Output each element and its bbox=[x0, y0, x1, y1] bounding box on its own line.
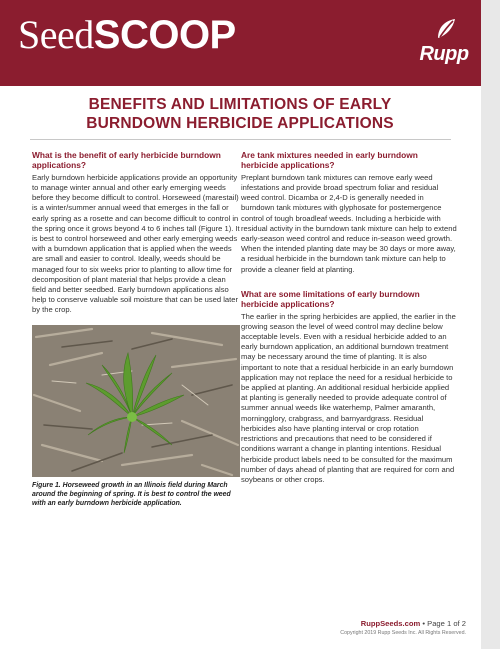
brand-seed: Seed bbox=[18, 12, 94, 57]
right-column bbox=[241, 150, 457, 494]
horseweed-photo bbox=[32, 325, 240, 477]
section-heading: What is the benefit of early herbicide burndown applications? bbox=[32, 150, 221, 171]
section-heading: What are some limitations of early burndown herbicide applications? bbox=[241, 288, 420, 310]
section-body: Preplant burndown tank mixtures can remove early weed infestations and provide broad spectrum foliar and residual weed control. Dicamba or 2,4-D is generally needed in burndown tank mixtures with glyphosate for postemergence control of tough broadleaf weeds. Including a herbicide with residual activity in the burndown tank mixture can help to extend early-season weed control and reduce in-season weed growth. When the intended planting date may be 30 days or more away, a residual herbicide in the burndown tank mixture can help to provide a cleaner field at planting. bbox=[241, 172, 457, 274]
section-body: Early burndown herbicide applications provide an opportunity to manage winter annual and other early emerging weeds before they become difficult to control. Horseweed (marestail) is a winter/summer annual weed that emerges in the fall or early spring as a rosette and can become difficult to control in the spring once it grows beyond 4 to 6 inches tall (Figure 1). It is best to control horseweed and other early emerging weeds with a burndown application that is applied when the weeds are small and easier to control. Ideally, weeds should be managed four to six weeks prior to planting to allow time for decomposition of plant material that helps provide a clean field and better seedbed. Early burndown applications also help to conserve valuable soil moisture that can be used later by the crop. bbox=[32, 172, 240, 315]
section-heading: Are tank mixtures needed in early burndown herbicide applications? bbox=[241, 150, 418, 171]
page-number: Page 1 of 2 bbox=[427, 619, 466, 628]
figure-caption: Figure 1. Horseweed growth in an Illinois field during March around the beginning of spring. It is best to control the weed with an early burndown herbicide application. bbox=[32, 481, 231, 508]
rupp-leaf-icon bbox=[432, 16, 460, 44]
rupp-wordmark: Rupp bbox=[419, 43, 469, 65]
footer-site-link[interactable]: RuppSeeds.com bbox=[360, 619, 421, 628]
header-banner bbox=[0, 0, 481, 86]
headline-divider bbox=[30, 139, 451, 140]
footer-site-line bbox=[326, 619, 466, 628]
rupp-logo bbox=[416, 16, 472, 74]
left-column bbox=[32, 150, 240, 508]
section-body: The earlier in the spring herbicides are applied, the earlier in the growing season the level of weed control may decline below acceptable levels. Even with a residual herbicide added to an early burndown application, an additional burndown treatment may be necessary around the time of planting. It is also important to note that a residual herbicide in an early burndown application may not replace the need for a residual herbicide to be applied at planting. An additional residual herbicide applied at planting is generally needed to provide adequate control of summer annual weeds like waterhemp, Palmer amaranth, morningglory, crabgrass, and barnyardgrass. Residual herbicides also have planting interval or crop rotation restrictions and precautions that need to be considered if conditions warrant a change in planting intentions. Residual herbicide product labels need to be consulted for the maximum number of days ahead of planting that are required for corn and soybeans or other crops. bbox=[241, 311, 456, 484]
article-headline: BENEFITS AND LIMITATIONS OF EARLY BURNDOWN HERBICIDE APPLICATIONS bbox=[86, 96, 394, 132]
brand-scoop: SCOOP bbox=[93, 13, 236, 57]
footer-separator: • bbox=[422, 619, 426, 628]
seedscoop-logo bbox=[18, 12, 236, 58]
copyright-notice: Copyright 2019 Rupp Seeds Inc. All Rights Reserved. bbox=[340, 630, 466, 636]
